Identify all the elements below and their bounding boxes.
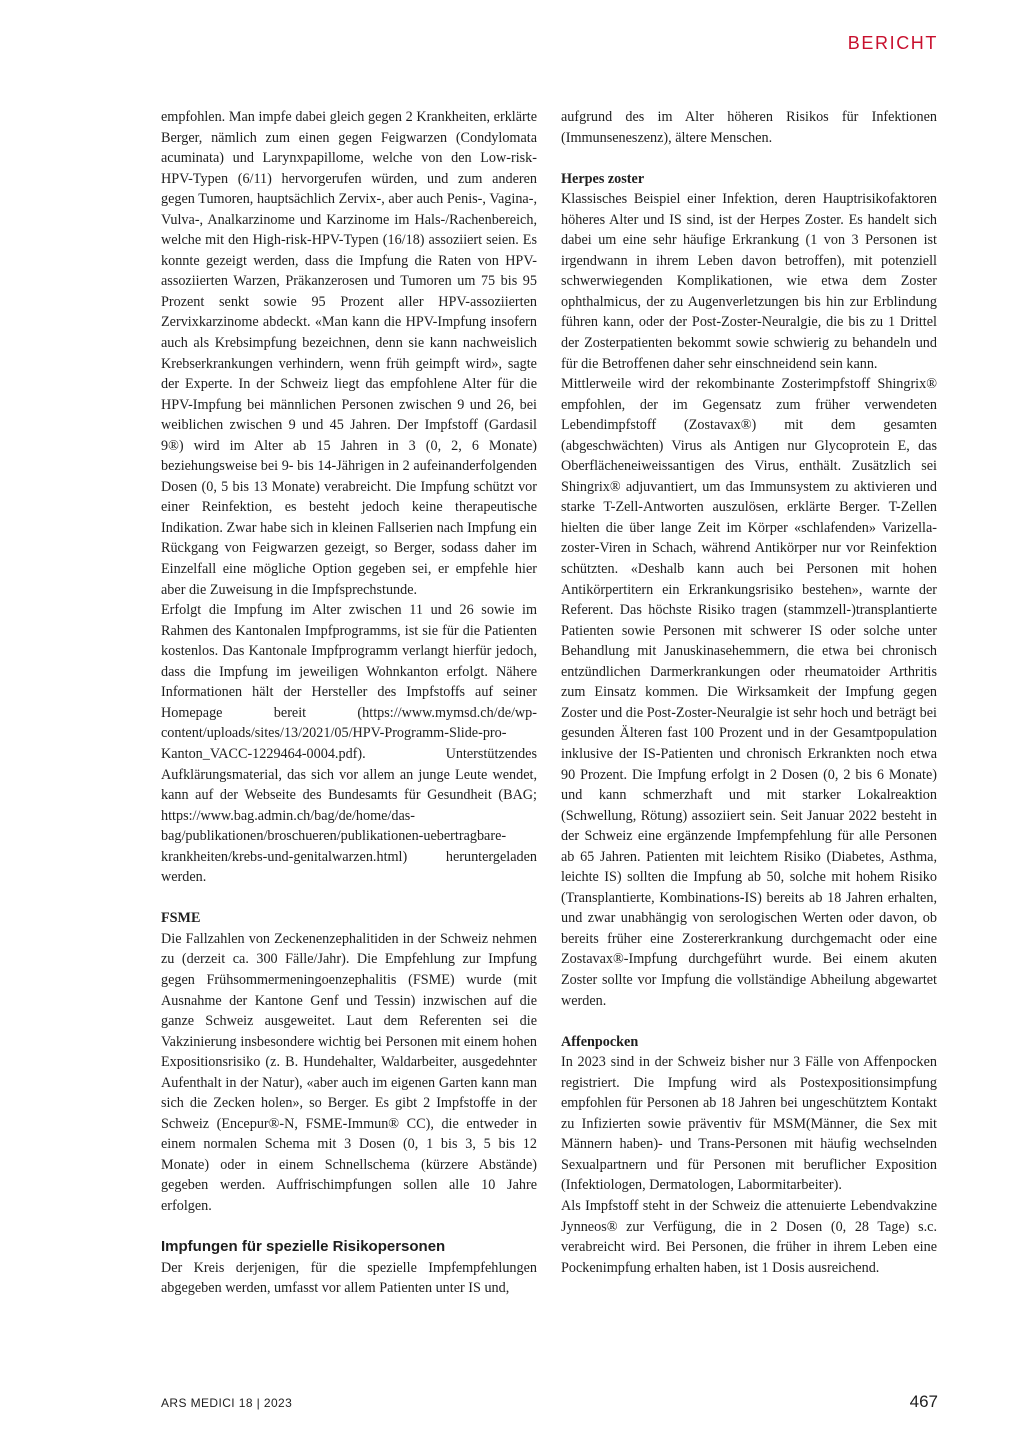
journal-issue: ARS MEDICI 18 | 2023 — [161, 1396, 293, 1410]
paragraph-affenpocken-intro: In 2023 sind in der Schweiz bisher nur 3 Fälle von Affenpocken registriert. Die Impfung wird als Postexpositionsimpfung empfohlen für Personen ab 18 Jahren bei ungeschütztem Kontakt zu Infizierten sowie präventiv für MSM(Männer, die Sex mit Männern haben)- und Trans-Personen mit häufig wechselnden Sexualpartnern und für Personen mit beruflicher Exposition (Infektiologen, Dermatologen, Labormitarbeiter). — [561, 1054, 937, 1194]
paragraph-risk-persons: Der Kreis derjenigen, für die spezielle Impfempfehlungen abgegeben werden, umfasst vor allem Patienten unter IS und, — [161, 1259, 537, 1297]
heading-herpes-zoster: Herpes zoster — [561, 170, 645, 187]
heading-fsme: FSME — [161, 910, 201, 927]
right-column — [561, 107, 937, 1278]
paragraph-hpv-cost: Erfolgt die Impfung im Alter zwischen 11 und 26 sowie im Rahmen des Kantonalen Impfprogramms, ist sie für die Patienten kostenlos. Das Kantonale Impfprogramm verlangt hierfür jedoch, dass die Impfung im jeweiligen Wohnkanton erfolgt. Nähere Informationen hält der Hersteller des Impfstoffs auf seiner Homepage bereit (https://www.mymsd.ch/de/wp-content/uploads/sites/13/2021/05/HPV-Programm-Slide-pro-Kanton_VACC-1229464-0004.pdf). Unterstützendes Aufklärungsmaterial, das sich vor allem an junge Leute wendet, kann auf der Webseite des Bundesamts für Gesundheit (BAG; https://www.bag.admin.ch/bag/de/home/das-bag/publikationen/broschueren/publikationen-uebertragbare-krankheiten/krebs-und-genitalwarzen.html) heruntergeladen werden. — [161, 602, 537, 886]
paragraph-affenpocken-vaccine: Als Impfstoff steht in der Schweiz die attenuierte Lebendvakzine Jynneos® zur Verfügung, die in 2 Dosen (0, 28 Tage) s.c. verabreicht wird. Bei Personen, die früher in ihrem Leben eine Pockenimpfung erhalten haben, ist 1 Dosis ausreichend. — [561, 1197, 937, 1276]
paragraph-herpes-vaccine: Mittlerweile wird der rekombinante Zosterimpfstoff Shingrix® empfohlen, der im Gegensatz zum früher verwendeten Lebendimpfstoff (Zostavax®) mit dem gesamten (abgeschwächten) Virus als Antigen nur Glycoprotein E, das Oberflächeneiweissantigen des Virus, enthält. Zusätzlich sei Shingrix® adjuvantiert, um das Immunsystem zu aktivieren und starke T-Zell-Antworten auszulösen, erklärte Berger. T-Zellen hielten die über lange Zeit im Körper «schlafenden» Varizella-zoster-Viren in Schach, während Antikörper nur vor Reinfektion schützten. «Deshalb kann auch bei Personen mit hohen Antikörpertitern ein Erkrankungsrisiko bestehen», warnte der Referent. Das höchste Risiko tragen (stammzell-)transplantierte Patienten sowie Personen mit schwerer IS oder solche unter Behandlung mit Januskinasehemmern, die etwa bei chronisch entzündlichen Darmerkrankungen oder rheumatoider Arthritis zum Einsatz kommen. Die Wirksamkeit der Impfung gegen Zoster und die Post-Zoster-Neuralgie ist sehr hoch und beträgt bei gesunden Älteren fast 100 Prozent und in der Gesamtpopulation inklusive der IS-Patienten und chronisch Erkrankten noch etwa 90 Prozent. Die Impfung erfolgt in 2 Dosen (0, 2 bis 6 Monate) und kann schmerzhaft und mit starker Lokalreaktion (Schwellung, Rötung) assoziiert sein. Seit Januar 2022 besteht in der Schweiz eine ergänzende Impfempfehlung für alle Personen ab 65 Jahren. Patienten mit leichtem Risiko (Diabetes, Asthma, leichte IS) sollten die Impfung ab 50, solche mit hohem Risiko (Transplantierte, Kombinations-IS) bereits ab 18 Jahren erhalten, und zwar unabhängig von serologischen Werten oder davon, ob bereits früher eine Zostererkrankung durchgemacht oder eine Zostavax®-Impfung durchgeführt wurde. Bei einem akuten Zoster sollte vor Impfung die vollständige Abheilung abgewartet werden. — [561, 376, 937, 1009]
paragraph-hpv-recommendation: empfohlen. Man impfe dabei gleich gegen 2 Krankheiten, erklärte Berger, nämlich zum einen gegen Feigwarzen (Condylomata acuminata) und Larynxpapillome, welche von den Low-risk-HPV-Typen (6/11) hervorgerufen würden, und zum anderen gegen Tumoren, hauptsächlich Zervix-, aber auch Penis-, Vagina-, Vulva-, Analkarzinome und Karzinome im Hals-/Rachenbereich, welche mit den High-risk-HPV-Typen (16/18) assoziiert seien. Es konnte gezeigt werden, dass die Impfung die Raten von HPV-assoziierten Warzen, Präkanzerosen und Tumoren um 75 bis 95 Prozent senkt sowie 95 Prozent aller HPV-assoziierten Zervixkarzinome abdeckt. «Man kann die HPV-Impfung insofern auch als Krebsimpfung bezeichnen, denn sie kann nachweislich Krebserkrankungen verhindern, wenn früh geimpft wird», sagte der Experte. In der Schweiz liegt das empfohlene Alter für die HPV-Impfung bei männlichen Personen zwischen 9 und 26, bei weiblichen zwischen 9 und 45 Jahren. Der Impfstoff (Gardasil 9®) wird im Alter ab 15 Jahren in 3 (0, 2, 6 Monate) beziehungsweise bei 9- bis 14-Jährigen in 2 aufeinanderfolgenden Dosen (0, 5 bis 13 Monate) verabreicht. Die Impfung schützt vor einer Reinfektion, es besteht jedoch keine therapeutische Indikation. Zwar habe sich in kleinen Fallserien nach Impfung ein Rückgang von Feigwarzen gezeigt, so Berger, sodass daher im Einzelfall eine mögliche Option gegeben sei, er empfehle hier aber die Zuweisung in die Impfsprechstunde. — [161, 109, 537, 598]
section-label: BERICHT — [847, 33, 938, 53]
left-column — [161, 107, 537, 1299]
page-number: 467 — [909, 1392, 938, 1411]
paragraph-elderly: aufgrund des im Alter höheren Risikos für Infektionen (Immunseneszenz), ältere Menschen. — [561, 109, 937, 146]
paragraph-herpes-intro: Klassisches Beispiel einer Infektion, deren Hauptrisikofaktoren höheres Alter und IS sind, ist der Herpes Zoster. Es handelt sich dabei um eine sehr häufige Erkrankung (1 von 3 Personen ist irgendwann in ihrem Leben davon betroffen), mit potenziell schwerwiegenden Komplikationen, wie etwa dem Zoster ophthalmicus, der zu Augenverletzungen bis hin zur Erblindung führen kann, oder der Post-Zoster-Neuralgie, die bis zu 1 Drittel der Zosterpatienten bekommt sowie schwierig zu behandeln und für die Betroffenen daher sehr einschneidend sein kann. — [561, 191, 937, 372]
heading-risk-persons: Impfungen für spezielle Risikopersonen — [161, 1238, 446, 1256]
paragraph-fsme: Die Fallzahlen von Zeckenenzephalitiden in der Schweiz nehmen zu (derzeit ca. 300 Fälle/Jahr). Die Empfehlung zur Impfung gegen Frühsommermeningoenzephalitis (FSME) wurde (mit Ausnahme der Kantone Genf und Tessin) inzwischen auf die ganze Schweiz ausgeweitet. Laut dem Referenten sei die Vakzinierung insbesondere wichtig bei Personen mit einem hohen Expositionsrisiko (z. B. Hundehalter, Waldarbeiter, ausgedehnter Aufenthalt in der Natur), «aber auch im eigenen Garten kann man sich die Zecken holen», so Berger. Es gibt 2 Impfstoffe in der Schweiz (Encepur®-N, FSME-Immun® CC), die entweder in einem normalen Schema mit 3 Dosen (0, 1 bis 3, 5 bis 12 Monate) oder in einem Schnellschema (kürzere Abstände) gegeben werden. Auffrischimpfungen sollen alle 10 Jahre erfolgen. — [161, 930, 537, 1214]
heading-affenpocken: Affenpocken — [561, 1033, 639, 1050]
